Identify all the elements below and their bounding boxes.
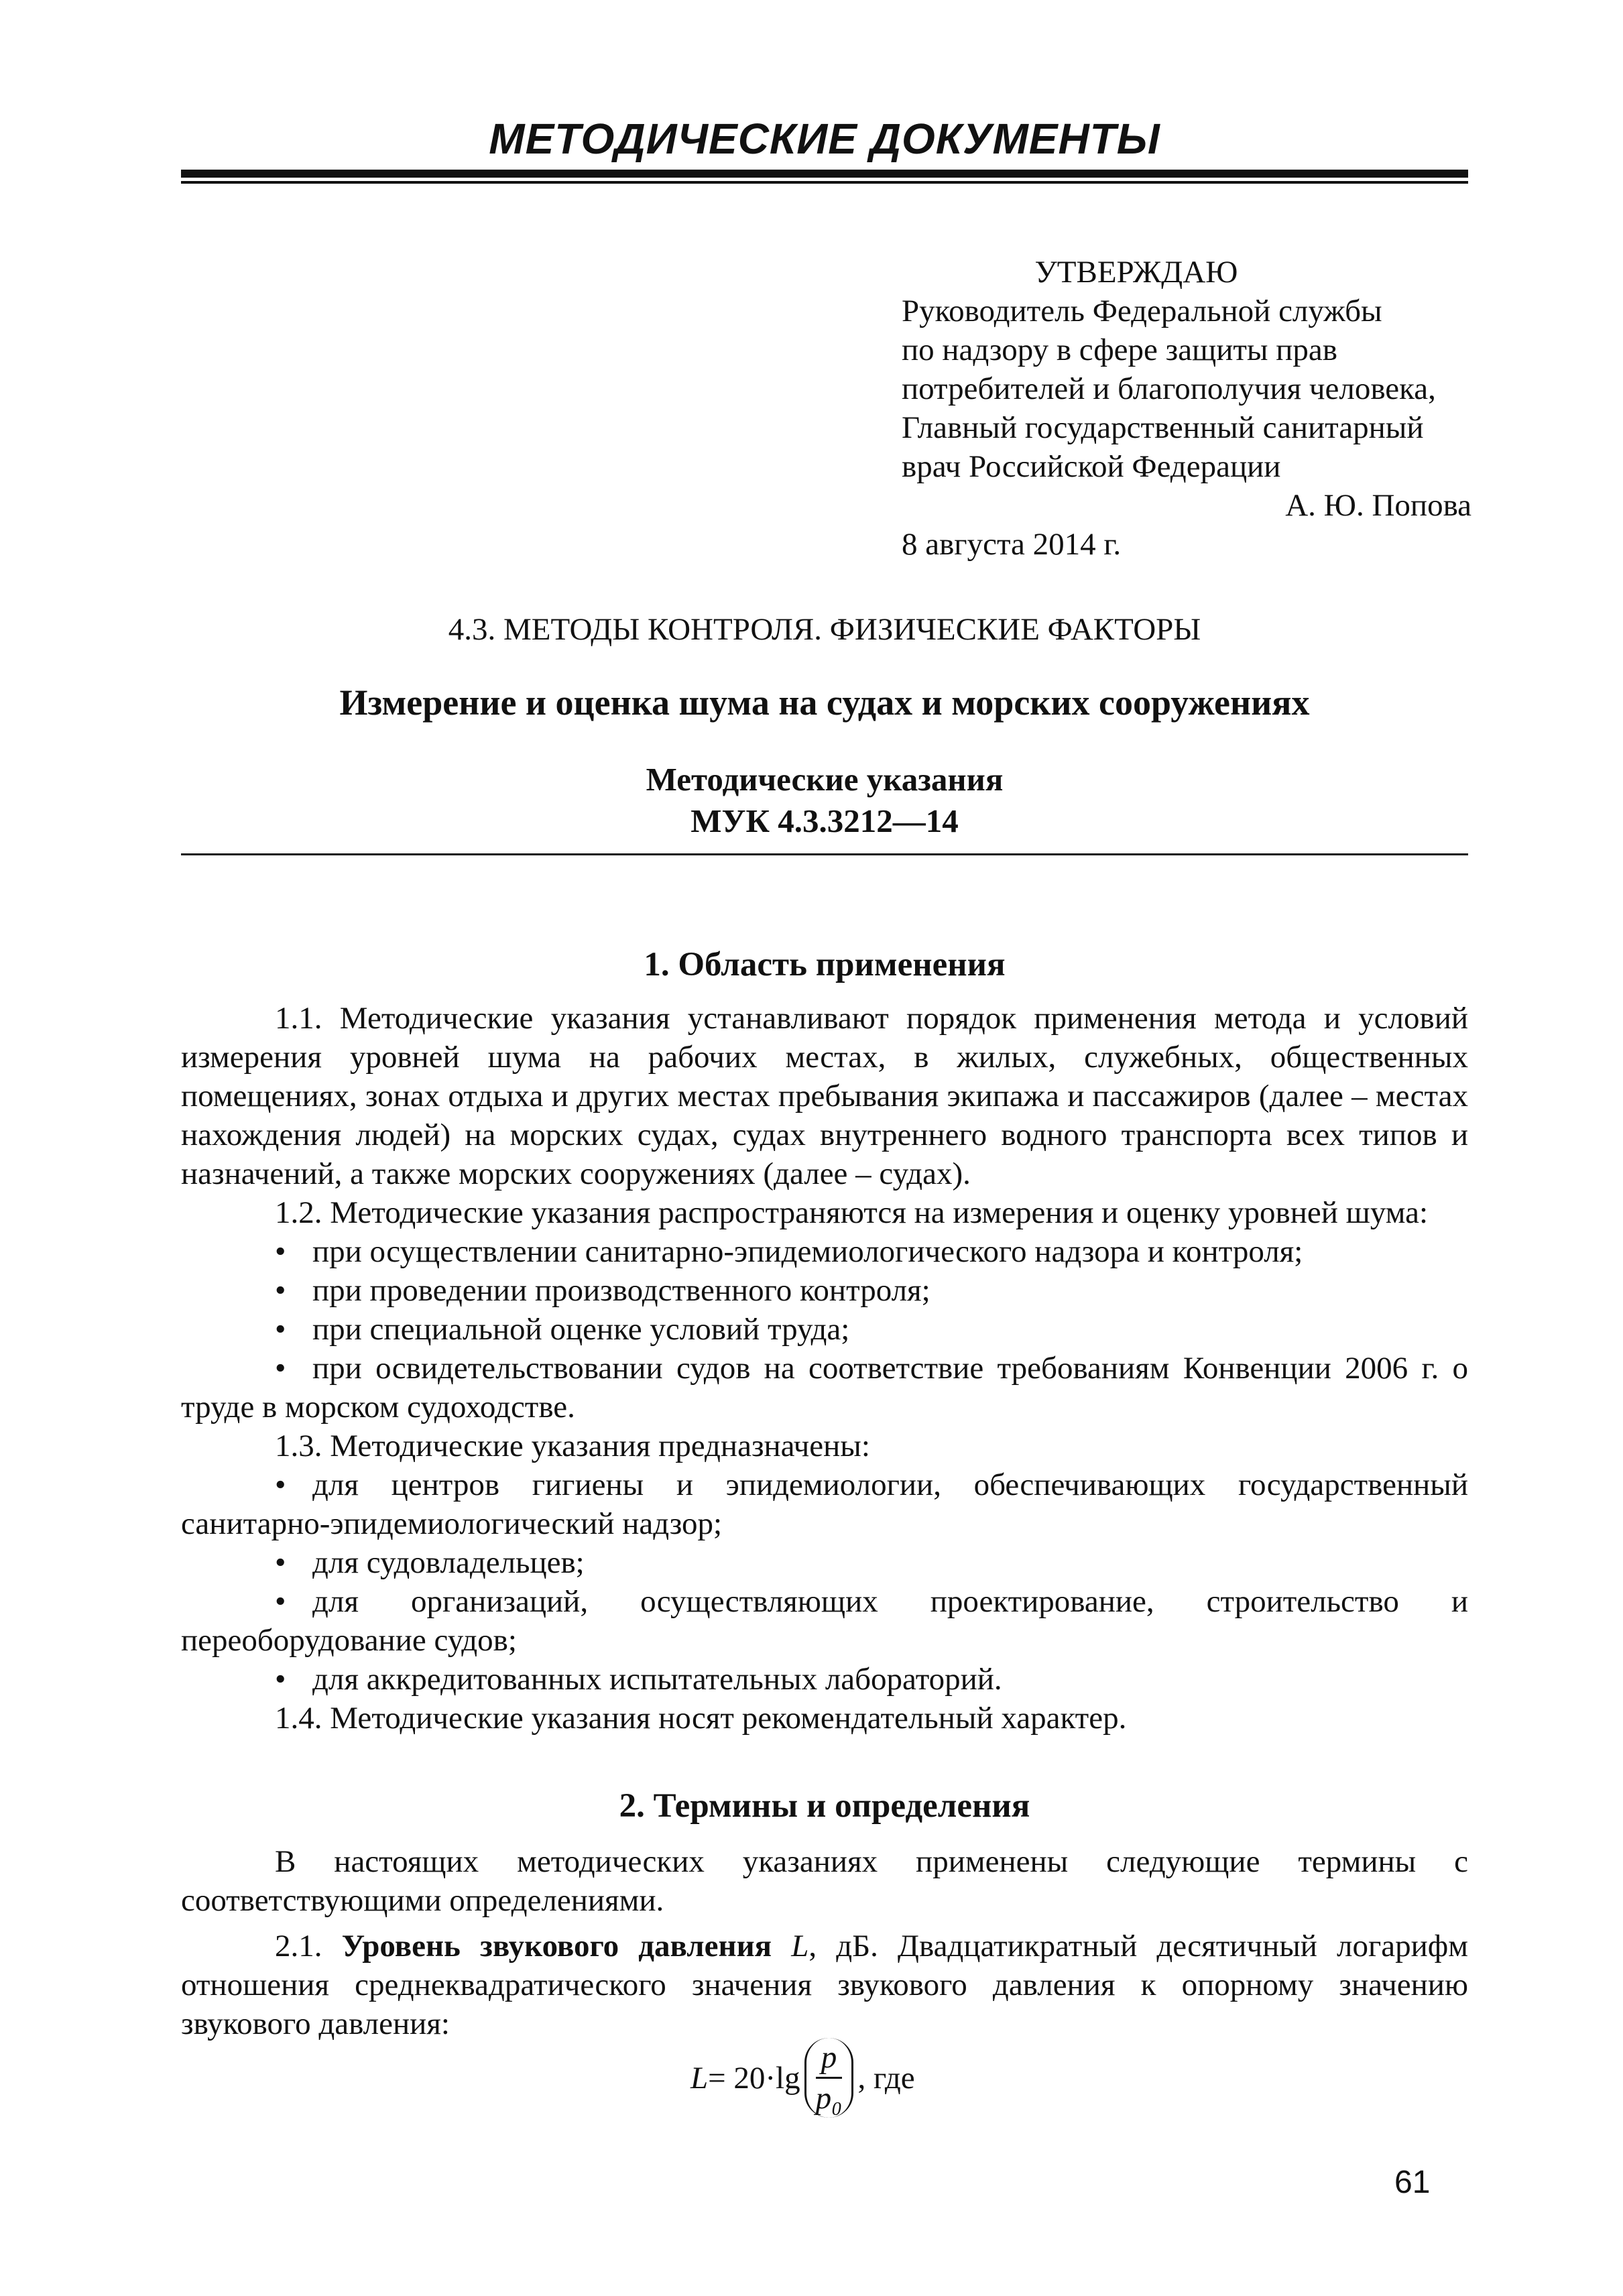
bullet-icon: •: [275, 1584, 286, 1619]
title-rule: [181, 853, 1468, 855]
paragraph-1-2: 1.2. Методические указания распространяются на измерения и оценку уровней шума:: [275, 1195, 1429, 1230]
formula-sound-pressure-level: [690, 2038, 915, 2118]
running-header: МЕТОДИЧЕСКИЕ ДОКУМЕНТЫ: [489, 115, 1160, 163]
approval-line: по надзору в сфере защиты прав: [902, 333, 1337, 367]
formula-fraction: [816, 2038, 843, 2118]
section-1-body: [181, 999, 1468, 1738]
approval-signer: А. Ю. Попова: [1285, 488, 1471, 523]
term-symbol: L: [791, 1929, 809, 1963]
header-rule: [181, 170, 1468, 178]
bullet-icon: •: [275, 1662, 286, 1697]
formula-denominator: p₀: [815, 2081, 843, 2116]
formula-parentheses: [804, 2038, 854, 2118]
approval-line: потребителей и благополучия человека,: [902, 371, 1436, 406]
list-item: • для центров гигиены и эпидемиологии, обеспечивающих государственный санитарно-эпидемиологический надзор;: [181, 1465, 1468, 1543]
formula-tail: , где: [857, 2060, 915, 2096]
section-heading-1: 1. Область применения: [644, 946, 1006, 983]
approval-word: УТВЕРЖДАЮ: [1034, 255, 1238, 290]
bullet-icon: •: [275, 1312, 286, 1347]
bullet-icon: •: [275, 1234, 286, 1269]
bullet-icon: •: [275, 1545, 286, 1580]
section-heading-2: 2. Термины и определения: [619, 1787, 1030, 1825]
header-rule-thin: [181, 181, 1468, 184]
bullet-icon: •: [275, 1467, 286, 1502]
section-2-body: [181, 1842, 1468, 2043]
list-item: • при освидетельствовании судов на соответствие требованиям Конвенции 2006 г. о труде в морском судоходстве.: [181, 1349, 1468, 1427]
list-item: • для аккредитованных испытательных лабораторий.: [181, 1660, 1468, 1699]
section-code: 4.3. МЕТОДЫ КОНТРОЛЯ. ФИЗИЧЕСКИЕ ФАКТОРЫ: [448, 612, 1201, 647]
document-kind: Методические указания: [646, 761, 1004, 798]
approval-line: Руководитель Федеральной службы: [902, 294, 1382, 328]
approval-line: врач Российской Федерации: [902, 449, 1281, 484]
document-subtitle: [181, 759, 1468, 842]
formula-lhs: L: [690, 2060, 709, 2096]
paragraph-2-intro: В настоящих методических указаниях применены следующие термины с соответствующими определениями.: [181, 1844, 1468, 1918]
page-number: 61: [1394, 2165, 1431, 2200]
bullet-icon: •: [275, 1351, 286, 1386]
paragraph-1-3: 1.3. Методические указания предназначены:: [275, 1429, 870, 1463]
bullet-icon: •: [275, 1273, 286, 1308]
list-item: • при осуществлении санитарно-эпидемиологического надзора и контроля;: [181, 1232, 1468, 1271]
document-title: Измерение и оценка шума на судах и морских сооружениях: [339, 682, 1310, 723]
term-bold: Уровень звукового давления: [341, 1929, 772, 1963]
paragraph-1-1: 1.1. Методические указания устанавливают порядок применения метода и условий измерения уровней шума на рабочих местах, в жилых, служебных, общественных помещениях, зонах отдыха и других местах пребывания экипажа и пассажиров (далее – местах нахождения людей) на морских судах, судах внутреннего водного транспорта всех типов и назначений, а также морских сооружениях (далее – судах).: [181, 1001, 1468, 1191]
list-item: • при проведении производственного контроля;: [181, 1271, 1468, 1310]
approval-date: 8 августа 2014 г.: [902, 527, 1122, 562]
document-code: МУК 4.3.3212—14: [690, 802, 959, 839]
formula-eq: = 20·lg: [708, 2060, 800, 2096]
list-item: • для судовладельцев;: [181, 1543, 1468, 1582]
approval-line: Главный государственный санитарный: [902, 410, 1424, 445]
list-item: • для организаций, осуществляющих проектирование, строительство и переоборудование судов;: [181, 1582, 1468, 1660]
approval-block: [902, 253, 1471, 564]
paragraph-1-4: 1.4. Методические указания носят рекомендательный характер.: [275, 1701, 1127, 1736]
formula-numerator: p: [816, 2038, 843, 2079]
list-item: • при специальной оценке условий труда;: [181, 1310, 1468, 1349]
paragraph-2-1: 2.1. Уровень звукового давления L, дБ. Двадцатикратный десятичный логарифм отношения среднеквадратического значения звукового давления к опорному значению звукового давления:: [181, 1929, 1468, 2041]
